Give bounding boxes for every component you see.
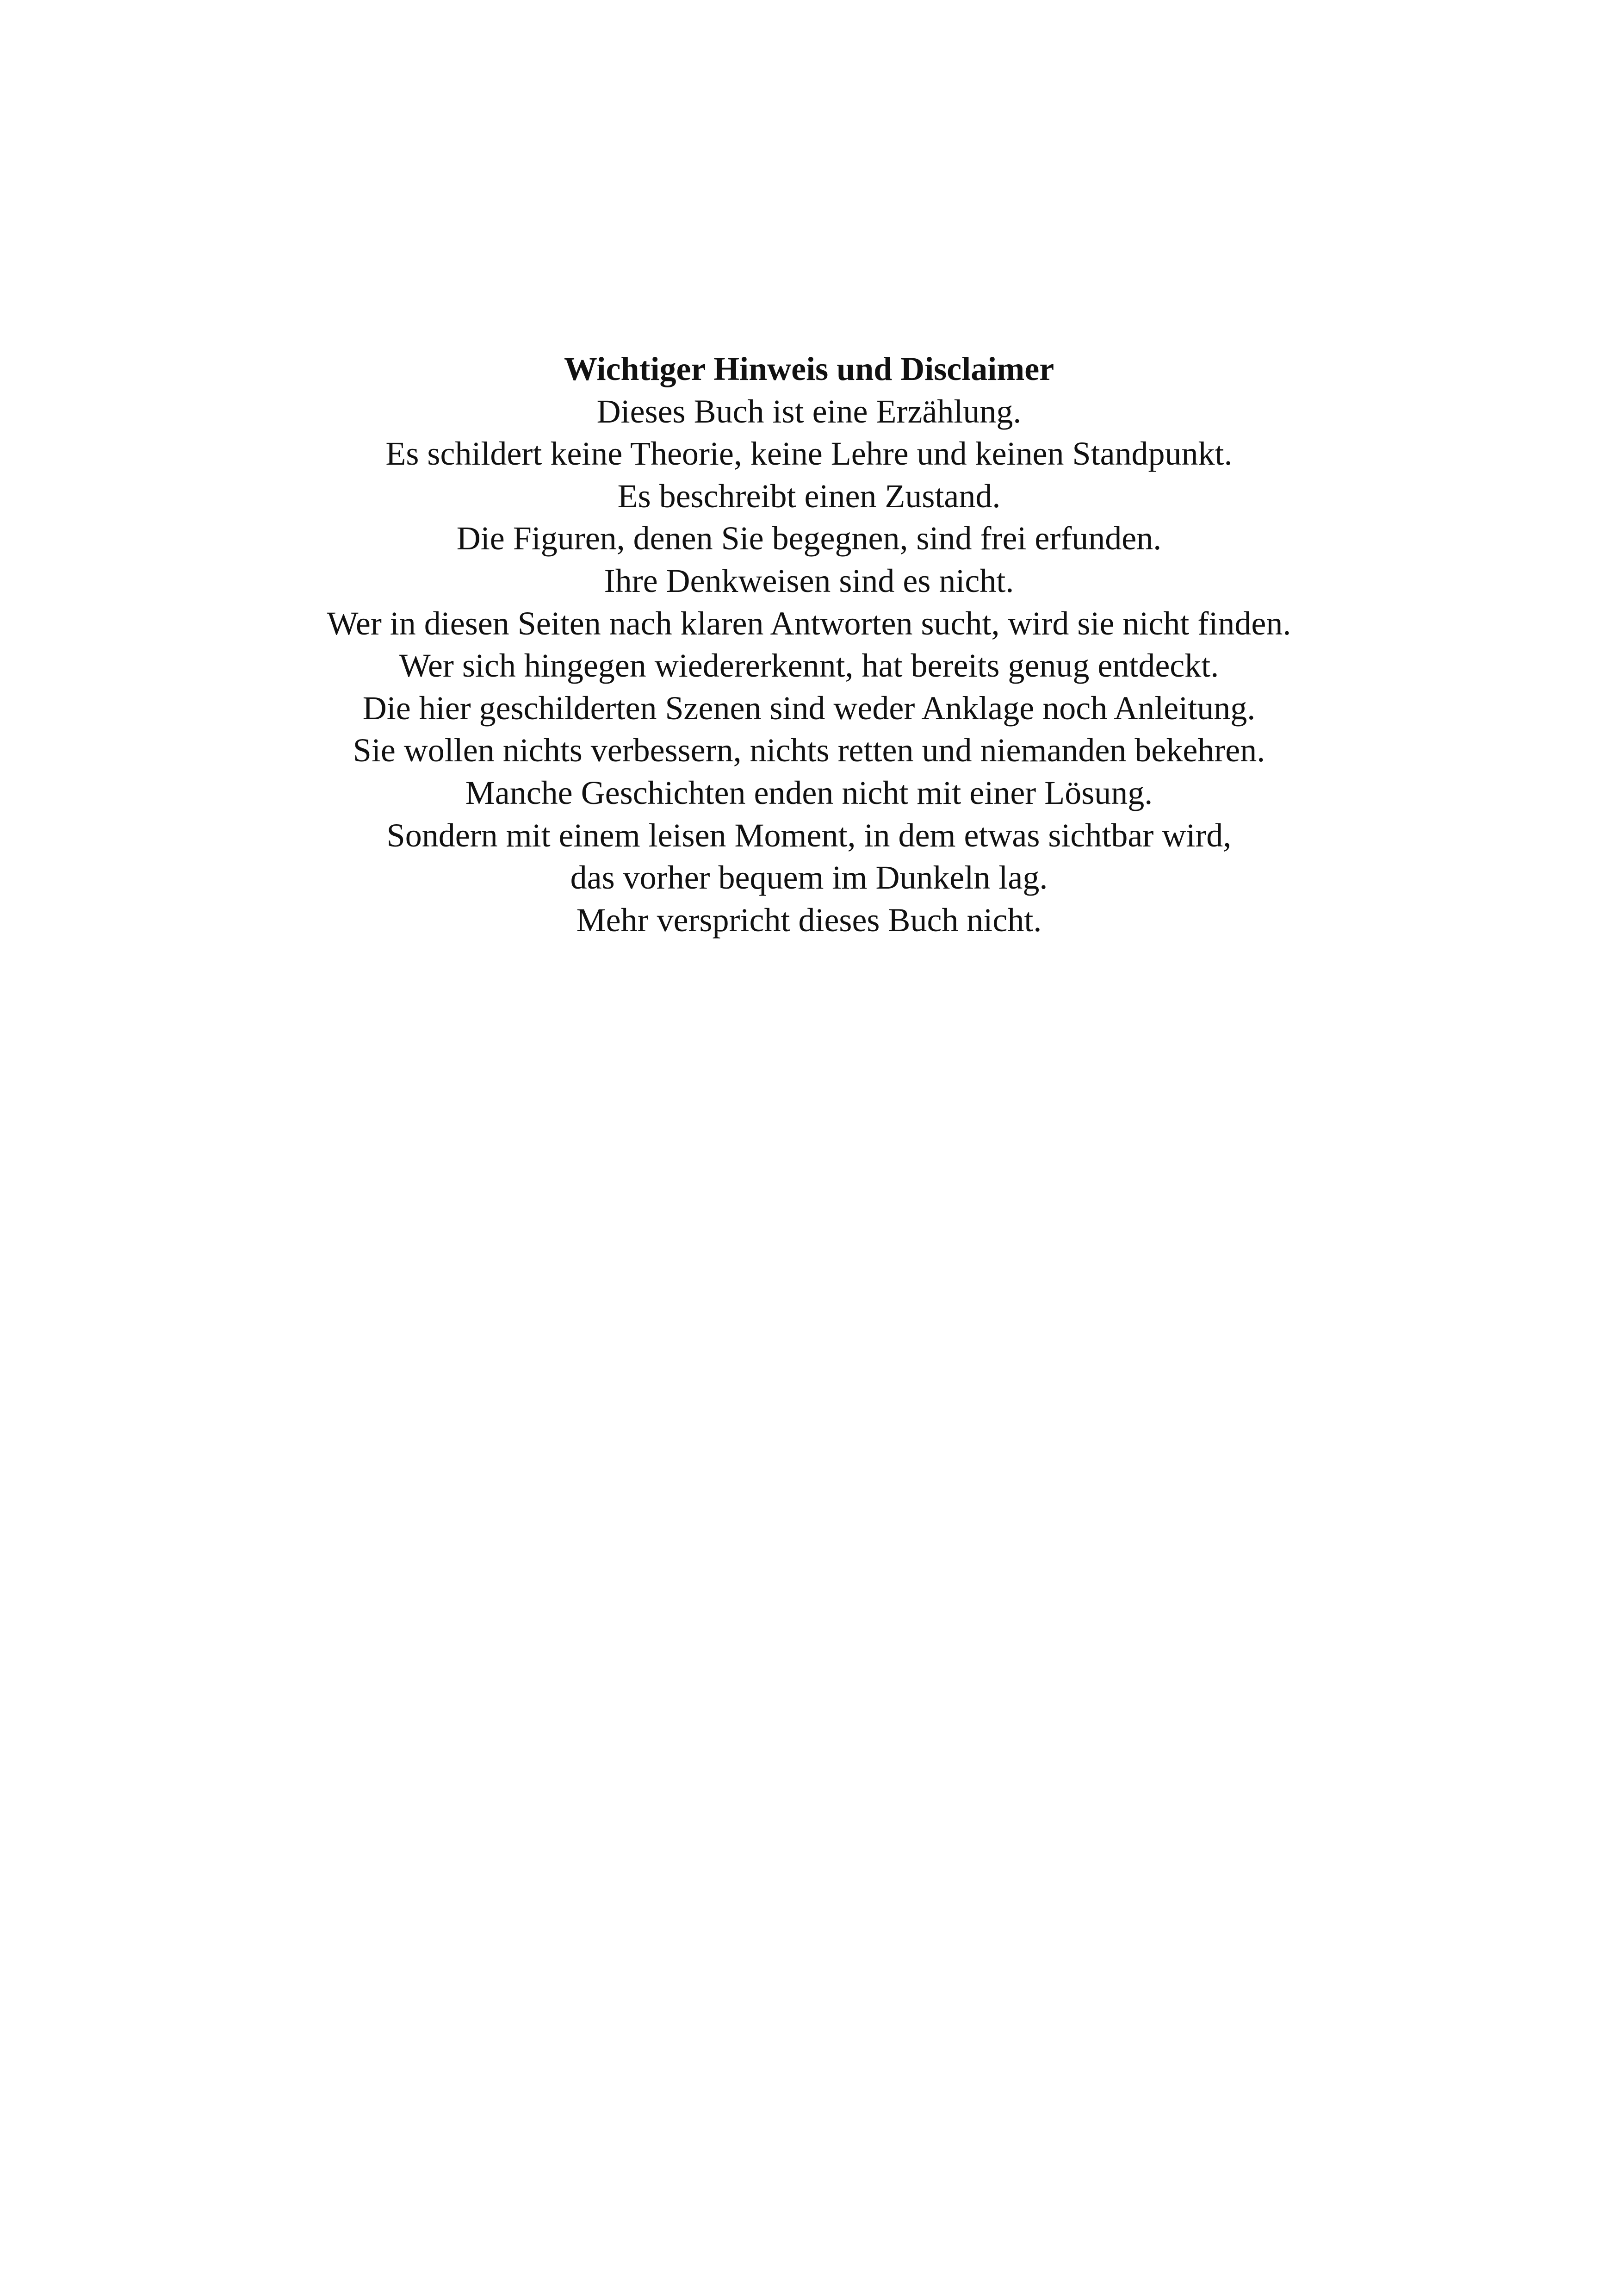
text-line: Die hier geschilderten Szenen sind weder Anklage noch Anleitung. bbox=[362, 689, 1256, 727]
text-line: Ihre Denkweisen sind es nicht. bbox=[604, 562, 1014, 599]
text-line: Die Figuren, denen Sie begegnen, sind frei erfunden. bbox=[456, 520, 1162, 557]
text-line: Wer sich hingegen wiedererkennt, hat bereits genug entdeckt. bbox=[399, 647, 1219, 684]
disclaimer-title: Wichtiger Hinweis und Disclaimer bbox=[564, 350, 1054, 387]
text-line: Sie wollen nichts verbessern, nichts retten und niemanden bekehren. bbox=[353, 732, 1265, 769]
text-line: Es schildert keine Theorie, keine Lehre und keinen Standpunkt. bbox=[385, 435, 1233, 473]
text-line: Sondern mit einem leisen Moment, in dem etwas sichtbar wird, bbox=[386, 816, 1232, 854]
disclaimer-block bbox=[0, 348, 1618, 941]
disclaimer-text bbox=[0, 391, 1618, 942]
text-line: Manche Geschichten enden nicht mit einer Lösung. bbox=[465, 774, 1153, 811]
text-line: Wer in diesen Seiten nach klaren Antworten sucht, wird sie nicht finden. bbox=[327, 604, 1291, 642]
text-line: das vorher bequem im Dunkeln lag. bbox=[570, 859, 1048, 896]
text-line: Mehr verspricht dieses Buch nicht. bbox=[576, 901, 1042, 939]
text-line: Es beschreibt einen Zustand. bbox=[617, 477, 1001, 515]
text-line: Dieses Buch ist eine Erzählung. bbox=[596, 392, 1022, 430]
